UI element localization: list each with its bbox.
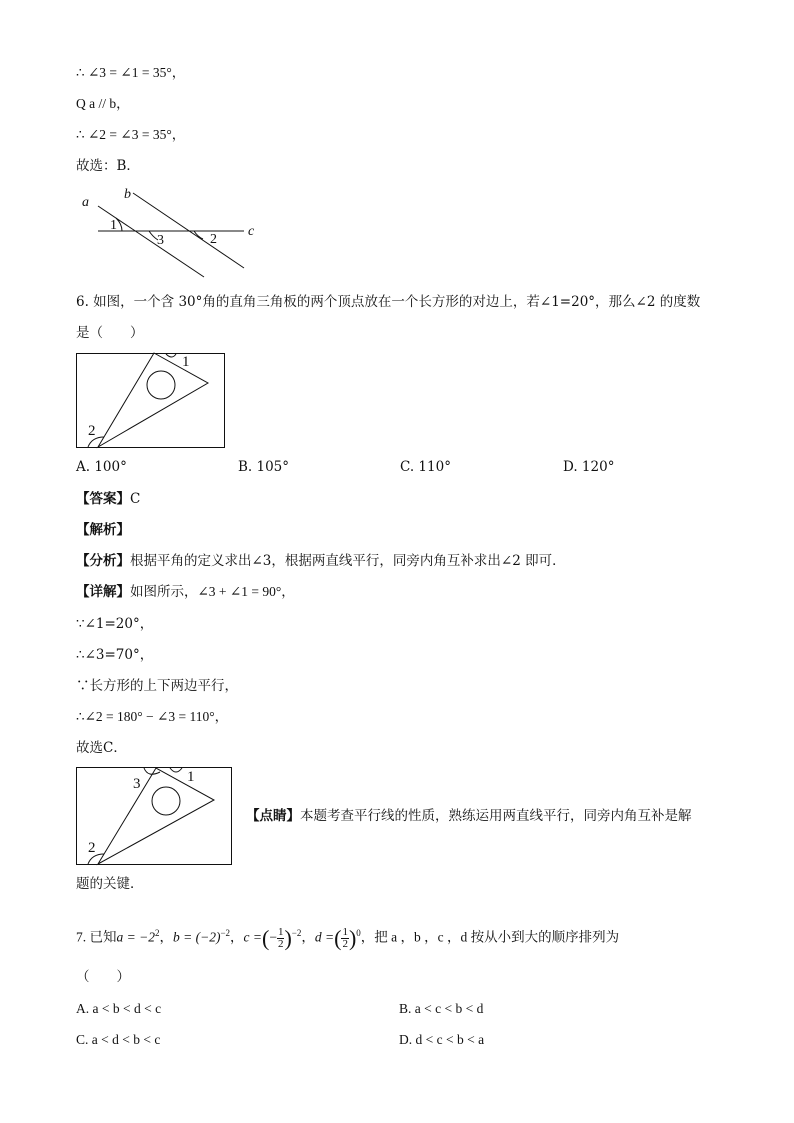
q7-c-den: 2: [277, 937, 284, 950]
rectangle: [77, 768, 232, 865]
answer-tag: 【答案】: [76, 491, 130, 507]
q6-step4: ∴∠2 = 180° − ∠3 = 110°，: [76, 709, 229, 724]
q6-triangle-figure: [76, 351, 226, 449]
triangle-hole: [152, 787, 180, 815]
label-3: 3: [157, 233, 164, 248]
label-1: 1: [187, 769, 195, 785]
q6-option-c: C. 110°: [400, 459, 451, 475]
q6-step2: ∴∠3=70°，: [76, 647, 154, 663]
q6-answer: [76, 490, 140, 508]
q7-d-frac: [341, 927, 349, 950]
answer-value: C: [130, 491, 141, 507]
q6-dianjing: [246, 807, 692, 825]
dianjing-text: 本题考查平行线的性质，熟练运用两直线平行，同旁内角互补是解: [300, 808, 692, 824]
q7-option-d: D. d < c < b < a: [399, 1032, 485, 1047]
xiangjie-text: 如图所示，∠3 + ∠1 = 90°，: [130, 584, 295, 599]
q6-fenxi: [76, 552, 566, 570]
q6-stem-line1: 6. 如图，一个含 30°角的直角三角板的两个顶点放在一个长方形的对边上，若∠1=20°，那么∠2 的度数: [76, 294, 701, 310]
q7-a-exp: 2: [154, 928, 160, 938]
q6-step3: ∵长方形的上下两边平行，: [76, 678, 238, 694]
triangle: [98, 768, 214, 864]
triangle: [98, 353, 208, 447]
q6-solution-figure: [76, 766, 234, 866]
label-2: 2: [210, 232, 217, 247]
label-c: c: [248, 224, 255, 239]
fenxi-text: 根据平角的定义求出∠3，根据两直线平行，同旁内角互补求出∠2 即可．: [130, 553, 566, 569]
q7-num: 7. 已知: [76, 929, 117, 945]
rectangle: [77, 354, 225, 448]
q6-option-d: D. 120°: [563, 459, 615, 475]
solution5-line1: ∴ ∠3 = ∠1 = 35°，: [76, 65, 186, 80]
dianjing-tag: 【点睛】: [246, 808, 300, 824]
solution5-line4: 故选：B．: [76, 158, 140, 174]
label-2: 2: [88, 423, 96, 439]
q7-c-exp: −2: [291, 928, 302, 938]
label-a: a: [82, 195, 89, 210]
label-1: 1: [182, 354, 190, 370]
q7-d-exp: 0: [356, 928, 361, 938]
q6-analysis-tag: 【解析】: [76, 522, 130, 538]
q7-tail: ，把 a ，b ，c ，d 按从小到大的顺序排列为: [360, 929, 620, 945]
solution5-line3: ∴ ∠2 = ∠3 = 35°，: [76, 127, 186, 142]
q7-option-c: C. a < d < b < c: [76, 1032, 161, 1047]
q6-option-a: A. 100°: [76, 459, 127, 475]
q7-d-den: 2: [342, 937, 348, 950]
q7-stem: 7. 已知$a = -2^2$，$b = (-2)^{-2}$，c =(− $\frac{1}{2}$ )$^{-2}$，d =( $\frac{1}{2}$ )$^0$，把 a ，b ，c ，d 按从小到大的顺序排列为: [76, 925, 620, 951]
triangle-hole: [147, 371, 175, 399]
label-b: b: [124, 187, 131, 202]
q6-step5: 故选C．: [76, 740, 127, 756]
q6-stem-line2: 是（ ）: [76, 325, 144, 341]
solution5-line2: Q a // b，: [76, 96, 130, 111]
q7-d-lhs: d =: [314, 929, 335, 945]
q7-b-exp: −2: [220, 928, 231, 938]
q6-step1: ∵∠1=20°，: [76, 616, 154, 632]
label-2: 2: [88, 840, 96, 856]
fenxi-tag: 【分析】: [76, 553, 130, 569]
q7-c-lhs: c =: [243, 929, 263, 945]
label-1: 1: [110, 218, 117, 233]
q7-c-num: 1: [277, 925, 284, 938]
q7-option-a: A. a < b < d < c: [76, 1001, 162, 1016]
parallel-lines-figure: [76, 184, 276, 284]
angle-arc-1: [170, 768, 182, 772]
q6-dianjing-cont: 题的关键．: [76, 876, 144, 892]
q6-xiangjie: [76, 583, 295, 601]
q7-b-expr: b = (−2): [172, 929, 221, 945]
q6-option-b: B. 105°: [238, 459, 290, 475]
q7-paren: （ ）: [76, 969, 130, 985]
angle-arc-1: [166, 354, 176, 357]
q7-option-b: B. a < c < b < d: [399, 1001, 484, 1016]
q7-c-sign: −: [269, 929, 277, 945]
xiangjie-tag: 【详解】: [76, 584, 130, 600]
label-3: 3: [133, 776, 141, 792]
q7-a-expr: a = −2: [116, 929, 155, 945]
q7-d-num: 1: [342, 925, 348, 938]
line-a: [98, 206, 204, 277]
